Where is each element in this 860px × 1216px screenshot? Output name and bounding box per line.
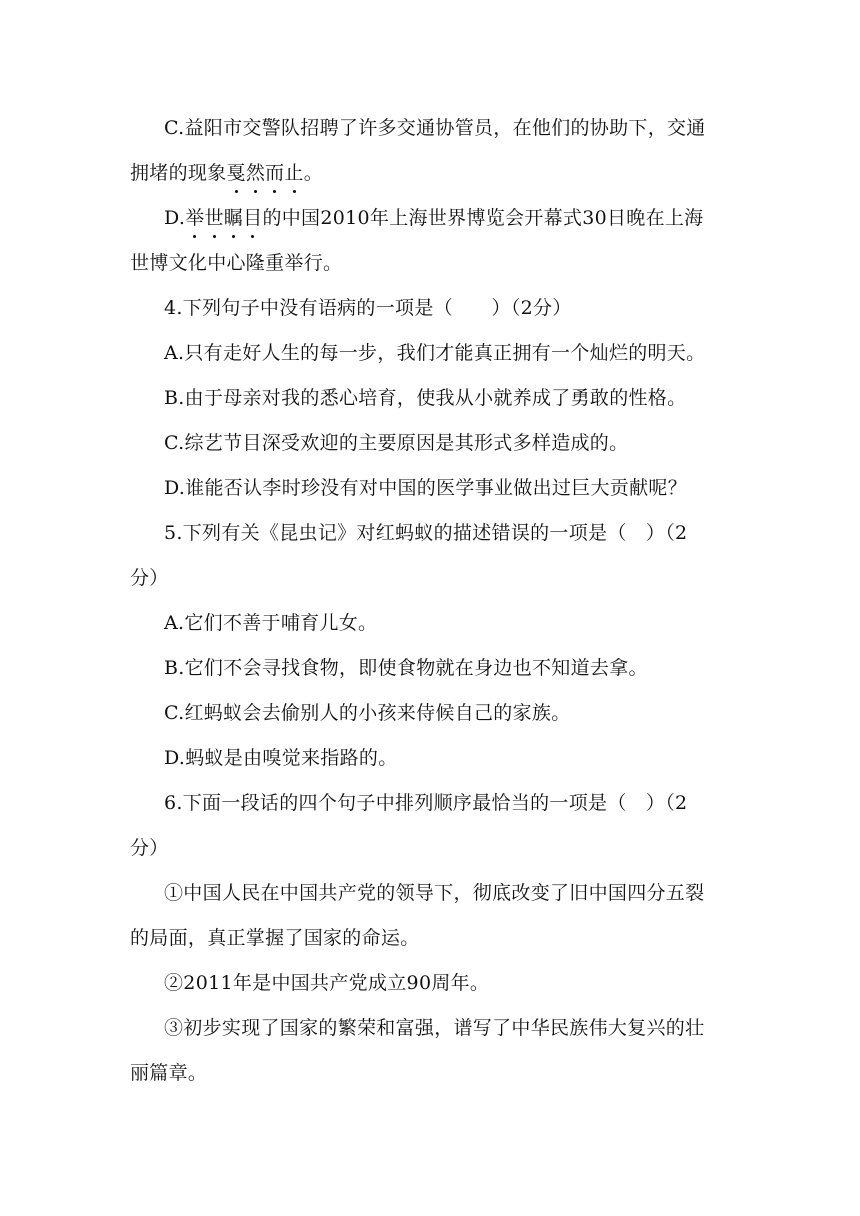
q5-option-a: A.它们不善于哺育儿女。: [164, 612, 378, 634]
emphasis-dotted-char: 瞩: [223, 207, 244, 229]
emphasis-dotted-char: 止: [284, 162, 304, 184]
q3-option-c-text-before: 拥堵的现象: [130, 162, 227, 184]
q6-sentence-1-line-2: 的局面，真正掌握了国家的命运。: [130, 927, 420, 949]
q4-option-b: B.由于母亲对我的悉心培育，使我从小就养成了勇敢的性格。: [164, 387, 687, 409]
emphasis-dotted-char: 举: [185, 207, 205, 229]
q3-option-c-text-after: 。: [303, 162, 324, 184]
question-4-stem: 4.下列句子中没有语病的一项是（ ）（2分）: [164, 297, 572, 319]
q4-option-a: A.只有走好人生的每一步，我们才能真正拥有一个灿烂的明天。: [164, 342, 706, 364]
q6-sentence-3-line-1: ③初步实现了国家的繁荣和富强，谱写了中华民族伟大复兴的壮: [164, 1017, 705, 1039]
q4-option-d: D.谁能否认李时珍没有对中国的医学事业做出过巨大贡献呢？: [164, 477, 687, 499]
emphasis-dotted-char: 目: [243, 207, 263, 229]
q3-option-c-line-2: [130, 161, 323, 185]
q5-option-d: D.蚂蚁是由嗅觉来指路的。: [164, 747, 398, 769]
emphasis-dotted-char: 然: [245, 162, 266, 184]
q6-sentence-3-line-2: 丽篇章。: [130, 1062, 208, 1084]
emphasis-dotted-char: 世: [204, 207, 224, 229]
question-5-stem-line-2: 分）: [130, 567, 169, 589]
emphasis-dotted-char: 戛: [226, 162, 246, 184]
question-5-stem-line-1: 5.下列有关《昆虫记》对红蚂蚁的描述错误的一项是（ ）（2: [164, 522, 688, 544]
question-6-stem-line-2: 分）: [130, 837, 169, 859]
q3-option-d-line-2: 世博文化中心隆重举行。: [130, 252, 343, 274]
question-6-stem-line-1: 6.下面一段话的四个句子中排列顺序最恰当的一项是（ ）（2: [164, 792, 688, 814]
q3-option-c-line-1: C.益阳市交警队招聘了许多交通协管员，在他们的协助下，交通: [164, 117, 706, 139]
q5-option-b: B.它们不会寻找食物，即使食物就在身边也不知道去拿。: [164, 657, 648, 679]
q3-option-d-text-after: 的中国2010年上海世界博览会开幕式30日晚在上海: [262, 207, 704, 229]
q6-sentence-1-line-1: ①中国人民在中国共产党的领导下，彻底改变了旧中国四分五裂: [164, 882, 705, 904]
q5-option-c: C.红蚂蚁会去偷别人的小孩来侍候自己的家族。: [164, 702, 571, 724]
q3-option-d-prefix: D.: [164, 207, 186, 229]
q3-option-d-line-1: [164, 206, 703, 230]
q4-option-c: C.综艺节目深受欢迎的主要原因是其形式多样造成的。: [164, 432, 629, 454]
emphasis-dotted-char: 而: [265, 162, 285, 184]
q6-sentence-2: ②2011年是中国共产党成立90周年。: [164, 972, 490, 994]
